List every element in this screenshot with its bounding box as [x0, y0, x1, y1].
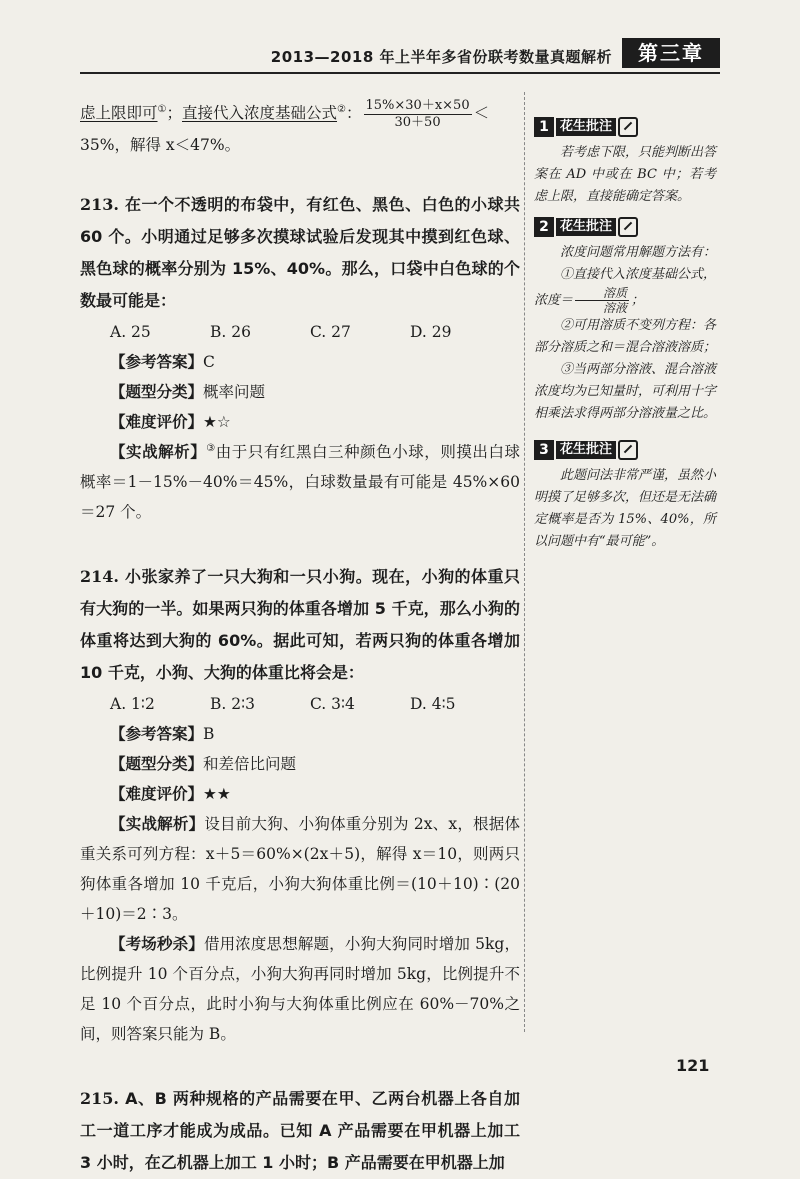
- note-number: 3: [534, 440, 554, 460]
- difficulty-row: [110, 407, 520, 437]
- note-header: [534, 439, 716, 461]
- column-divider: [524, 92, 525, 1032]
- difficulty-label: 【难度评价】: [110, 412, 204, 431]
- type-value: 概率问题: [203, 382, 266, 401]
- option-a: A. 1∶2: [110, 694, 155, 713]
- tip-label: 【考场秒杀】: [110, 934, 204, 953]
- option-b: B. 26: [210, 322, 251, 341]
- note-method-3: ③当两部分溶液、混合溶液浓度均为已知量时，可利用十字相乘法求得两部分溶液量之比。: [534, 362, 717, 421]
- note-title: 花生批注: [556, 218, 616, 236]
- question-215: [80, 1083, 520, 1179]
- quick-tip-214: [80, 929, 520, 1049]
- answer-label: 【参考答案】: [110, 724, 204, 743]
- note-header: [534, 116, 716, 138]
- intro-lt: ＜: [473, 104, 490, 122]
- difficulty-label: 【难度评价】: [110, 784, 204, 803]
- note-2: [534, 216, 716, 425]
- method-1-text: ①直接代入浓度基础公式，浓度＝: [534, 267, 717, 308]
- intro-colon: ：: [345, 104, 362, 122]
- intro-line2: 35%，解得 x＜47%。: [80, 135, 241, 154]
- method-1-end: ；: [631, 293, 645, 308]
- question-number: 214.: [80, 566, 119, 586]
- question-214: [80, 561, 520, 689]
- note-number: 2: [534, 217, 554, 237]
- note-1: [534, 116, 716, 208]
- options-214: [110, 689, 520, 719]
- note-3: [534, 439, 716, 553]
- intro-sep: ；: [166, 104, 182, 122]
- difficulty-stars: ★★: [203, 784, 231, 803]
- answer-row: [110, 347, 520, 377]
- note-method-1: [534, 264, 716, 315]
- explanation-214: [80, 809, 520, 929]
- question-number: 215.: [80, 1088, 119, 1108]
- explanation-213: [80, 437, 520, 527]
- note-number: 1: [534, 117, 554, 137]
- question-213: [80, 189, 520, 317]
- pencil-book-icon: [618, 217, 638, 237]
- type-label: 【题型分类】: [110, 754, 204, 773]
- fraction-denominator: 溶液: [603, 301, 628, 315]
- answer-value: B: [203, 724, 215, 743]
- type-row: [110, 749, 520, 779]
- option-c: C. 3∶4: [310, 694, 355, 713]
- options-213: [110, 317, 520, 347]
- page-number: 121: [676, 1056, 710, 1075]
- header-title: 2013—2018 年上半年多省份联考数量真题解析: [270, 48, 612, 66]
- fraction-denominator: 30＋50: [394, 114, 441, 130]
- pencil-book-icon: [618, 117, 638, 137]
- option-d: D. 4∶5: [410, 694, 456, 713]
- explanation-mark: ③: [206, 442, 216, 454]
- chapter-badge: 第三章: [622, 38, 720, 68]
- pencil-book-icon: [618, 440, 638, 460]
- question-stem: 在一个不透明的布袋中，有红色、黑色、白色的小球共 60 个。小明通过足够多次摸球试验后发现其中摸到红色球、黑色球的概率分别为 15%、40%。那么，口袋中白色球的个数最可能是：: [80, 194, 520, 310]
- intro-line: [80, 96, 520, 131]
- explanation-label: 【实战解析】: [110, 814, 205, 833]
- fraction-numerator: 15%×30＋x×50: [365, 97, 470, 113]
- side-notes: [534, 116, 716, 561]
- option-b: B. 2∶3: [210, 694, 256, 713]
- option-c: C. 27: [310, 322, 351, 341]
- note-intro: 浓度问题常用解题方法有：: [560, 245, 717, 260]
- difficulty-row: [110, 779, 520, 809]
- option-d: D. 29: [410, 322, 452, 341]
- solute-solution-fraction: [575, 286, 629, 315]
- type-value: 和差倍比问题: [203, 754, 297, 773]
- question-stem: A、B 两种规格的产品需要在甲、乙两台机器上各自加工一道工序才能成为成品。已知 A 产品需要在甲机器上加工 3 小时，在乙机器上加工 1 小时；B 产品需要在甲机器上加: [80, 1088, 520, 1172]
- fraction-numerator: 溶质: [575, 286, 629, 301]
- option-a: A. 25: [110, 322, 151, 341]
- note-title: 花生批注: [556, 441, 616, 459]
- explanation-text: 设目前大狗、小狗体重分别为 2x、x，根据体重关系可列方程：x＋5＝60%×(2x＋5)，解得 x＝10，则两只狗体重各增加 10 千克后，小狗大狗体重比例＝(10＋10)∶(20＋10)＝2∶3。: [80, 814, 520, 923]
- type-label: 【题型分类】: [110, 382, 204, 401]
- note-header: [534, 216, 716, 238]
- tip-text: 借用浓度思想解题，小狗大狗同时增加 5kg，比例提升 10 个百分点，小狗大狗再同时增加 5kg，比例提升不足 10 个百分点，此时小狗与大狗体重比例应在 60%－70%之间，则答案只能为 B。: [80, 934, 520, 1043]
- main-column: [80, 96, 520, 1179]
- answer-label: 【参考答案】: [110, 352, 204, 371]
- intro-mark1: ①: [157, 103, 167, 115]
- note-text: 此题问法非常严谨，虽然小明摸了足够多次，但还是无法确定概率是否为 15%、40%，所以问题中有“最可能”。: [534, 468, 717, 549]
- note-text: 若考虑下限，只能判断出答案在 AD 中或在 BC 中；若考虑上限，直接能确定答案。: [534, 145, 717, 204]
- explanation-label: 【实战解析】: [110, 442, 207, 461]
- concentration-fraction: [364, 98, 472, 131]
- answer-value: C: [203, 352, 215, 371]
- type-row: [110, 377, 520, 407]
- explanation-text: 由于只有红黑白三种颜色小球，则摸出白球概率＝1－15%－40%＝45%，白球数量最有可能是 45%×60＝27 个。: [80, 442, 520, 521]
- intro-mark2: ②: [337, 103, 346, 115]
- running-header: [80, 36, 720, 74]
- note-title: 花生批注: [556, 118, 616, 136]
- question-number: 213.: [80, 194, 119, 214]
- intro-part2: 直接代入浓度基础公式: [182, 104, 338, 122]
- answer-row: [110, 719, 520, 749]
- difficulty-stars: ★☆: [203, 412, 231, 431]
- question-stem: 小张家养了一只大狗和一只小狗。现在，小狗的体重只有大狗的一半。如果两只狗的体重各增加 5 千克，那么小狗的体重将达到大狗的 60%。据此可知，若两只狗的体重各增加 10 千克，小狗、大狗的体重比将会是：: [80, 566, 520, 682]
- intro-part1: 虑上限即可: [80, 104, 158, 122]
- note-method-2: ②可用溶质不变列方程：各部分溶质之和＝混合溶液溶质；: [534, 318, 717, 355]
